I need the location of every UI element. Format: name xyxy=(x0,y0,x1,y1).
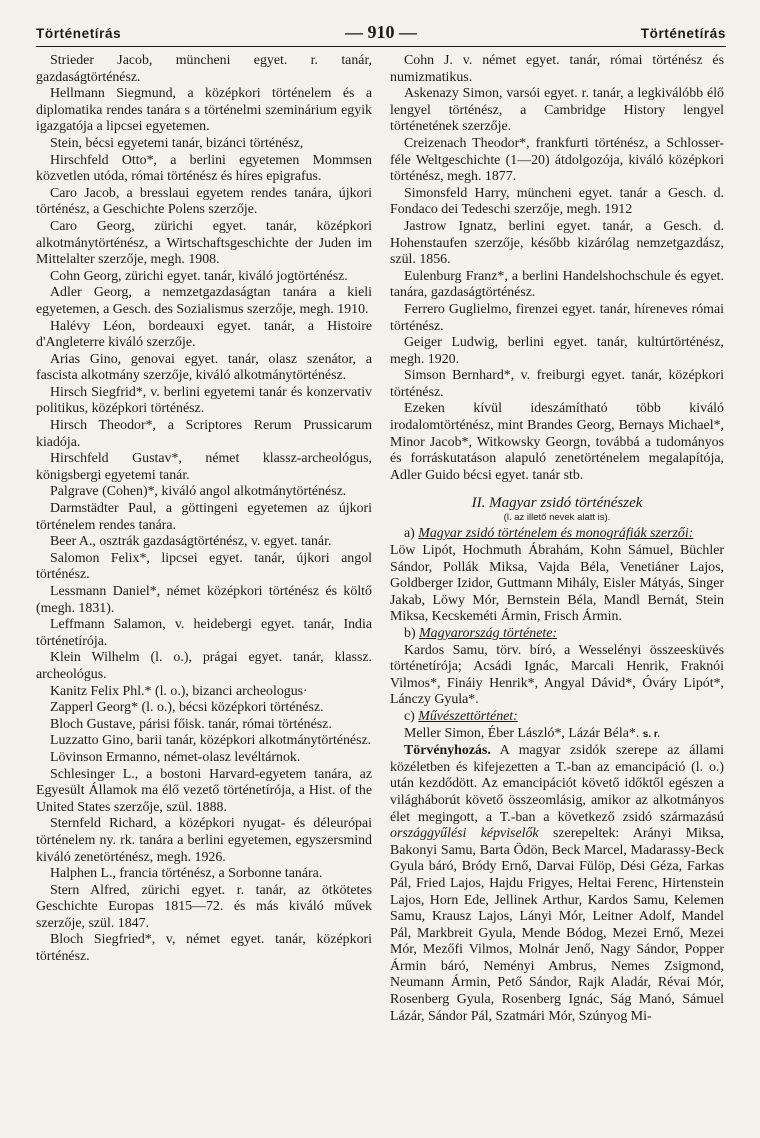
subsection-c-prefix: c) xyxy=(404,708,415,724)
entry-paragraph: Ezeken kívül ideszámítható több kiváló irodalomtörténész, mint Brandes Georg, Bernays Michael*, Minor Jacob*, Witkowsky Georgn, továbbá a tudományos és forráskutatáson alapuló zenetörténelem megalapítója, Adler Guido bécsi egyet. tanár stb. xyxy=(390,401,724,483)
entry-paragraph: Lövinson Ermanno, német-olasz levéltárnok. xyxy=(50,749,301,765)
subsection-a-list: Löw Lipót, Hochmuth Ábrahám, Kohn Sámuel, Büchler Sándor, Pollák Miksa, Vajda Béla, Venetiáner Lajos, Goldberger Izidor, Guttmann Mihály, Eisler Mátyás, Singer Jakab, Löwy Mór, Bernstein Béla, Mandl Bernát, Stein Miksa, Kecskeméti Ármin, Frisch Ármin. xyxy=(390,543,724,625)
running-head-left: Történetírás xyxy=(36,26,122,41)
entry-paragraph: Strieder Jacob, müncheni egyet. r. tanár, gazdaságtörténész. xyxy=(36,53,372,85)
subsection-b-heading xyxy=(390,626,724,643)
entry-paragraph: Hirsch Siegfrid*, v. berlini egyetemi tanár és konzervativ politikus, középkori történész. xyxy=(36,384,372,417)
section-note: (l. az illető nevek alatt is). xyxy=(503,512,611,524)
subsection-a-label: Magyar zsidó történelem és monográfiák szerzői: xyxy=(418,526,694,542)
subsection-b-label: Magyarország története: xyxy=(419,626,558,641)
entry-paragraph: Palgrave (Cohen)*, kiváló angol alkotmánytörténész. xyxy=(50,484,347,500)
running-head-right: Történetírás xyxy=(640,26,726,41)
entry-paragraph: Salomon Felix*, lipcsei egyet. tanár, újkori angol történész. xyxy=(36,550,372,583)
entry-paragraph: Schlesinger L., a bostoni Harvard-egyetem tanára, az Egyesült Államok ma élő vezető történetírója, a Hist. of the United States szerzője, szül. 1888. xyxy=(36,766,372,815)
subsection-a-prefix: a) xyxy=(404,526,415,542)
right-entries xyxy=(390,53,724,484)
left-column xyxy=(36,53,372,966)
entry-paragraph: Leffmann Salamon, v. heidebergi egyet. tanár, India történetírója. xyxy=(36,617,372,649)
entry-paragraph: Cohn J. v. német egyet. tanár, római történész és numizmatikus. xyxy=(390,53,724,85)
entry-paragraph: Creizenach Theodor*, frankfurti történész, a Schlosser-féle Weltgeschichte (1—20) átdolgozója, kiváló középkori történész, megh. 1877. xyxy=(390,135,724,185)
subsection-c-list xyxy=(390,726,724,744)
entry-paragraph: Bloch Gustave, párisi főisk. tanár, római történész. xyxy=(50,716,332,732)
entry-paragraph: Ferrero Guglielmo, firenzei egyet. tanár, híreneves római történész. xyxy=(390,301,724,334)
legislation-text-2: szerepeltek: Arányi Miksa, Bakonyi Samu, Barta Ödön, Beck Marcel, Madarassy-Beck Gyula báró, Bródy Ernő, Darvai Fülöp, Dési Géza, Farkas Pál, Fried Lajos, Hajdu Frigyes, Heltai Ferenc, Hirtenstein Lajos, Horn Ede, Jellinek Arthur, Kardos Samu, Kelemen Samu, Krausz Lajos, Lányi Mór, Leitner Adolf, Mandel Pál, Markbreit Gyula, Mende Bódog, Mezei Ernő, Mezei Mór, Mezőfi Vilmos, Molnár Jenő, Nagy Sándor, Popper Ármin báró, Neményi Ambrus, Nemes Zsigmond, Neumann Ármin, Pető Sándor, Rajk Aladár, Révai Mór, Rosenberg Gyula, Rosenberg Ignác, Ság Manó, Sámuel Lázár, Sándor Pál, Szatmári Mór, Szúnyog Mi- xyxy=(390,826,724,1024)
subsection-b-list: Kardos Samu, törv. bíró, a Wesselényi összeesküvés történetírója; Acsádi Ignác, Marcali Henrik, Fraknói Vilmos*, Fináiy Henrik*, Angyal Dávid*, Óváry Lipót*, Lánczy Gyula*. xyxy=(390,642,724,708)
entry-paragraph: Askenazy Simon, varsói egyet. r. tanár, a legkiválóbb élő lengyel történész, a Cambridge History lengyel történetének szerzője. xyxy=(390,86,724,135)
entry-paragraph: Halphen L., francia történész, a Sorbonne tanára. xyxy=(50,866,323,882)
entry-paragraph: Stern Alfred, zürichi egyet. r. tanár, az ötkötetes Geschichte Europas 1815—72. és más kiváló művek szerzője, szül. 1847. xyxy=(36,882,372,931)
entry-paragraph: Hirschfeld Otto*, a berlini egyetemen Mommsen közvetlen utóda, római történész és híres epigrafus. xyxy=(36,152,372,185)
page-header xyxy=(36,22,726,46)
entry-paragraph: Beer A., osztrák gazdaságtörténész, v. egyet. tanár. xyxy=(50,534,332,550)
legislation-italic: országgyűlési képviselők xyxy=(390,826,539,842)
entry-paragraph: Simson Bernhard*, v. freiburgi egyet. tanár, középkori történész. xyxy=(390,368,724,400)
entry-paragraph: Eulenburg Franz*, a berlini Handelshochschule és egyet. tanára, gazdaságtörténész. xyxy=(390,268,724,301)
subsection-c-label: Művészettörténet: xyxy=(418,708,518,724)
page-number: — 910 — xyxy=(345,22,417,42)
entry-paragraph: Hirschfeld Gustav*, német klassz-archeológus, königsbergi egyetemi tanár. xyxy=(36,451,372,483)
section-title: II. Magyar zsidó történészek xyxy=(471,495,643,512)
legislation-title: Törvényhozás. xyxy=(404,743,491,759)
entry-paragraph: Cohn Georg, zürichi egyet. tanár, kiváló jogtörténész. xyxy=(50,268,348,284)
entry-paragraph: Darmstädter Paul, a göttingeni egyetemen az újkori történelem rendes tanára. xyxy=(36,501,372,533)
entry-paragraph: Simonsfeld Harry, müncheni egyet. tanár a Gesch. d. Fondaco dei Tedeschi szerzője, megh. 1912 xyxy=(390,185,724,218)
entry-paragraph: Klein Wilhelm (l. o.), prágai egyet. tanár, klassz. archeológus. xyxy=(36,650,372,682)
entry-paragraph: Kanitz Felix Phl.* (l. o.), bizanci archeologus· xyxy=(50,683,308,699)
entry-paragraph: Halévy Léon, bordeauxi egyet. tanár, a Histoire d'Angleterre kiváló szerzője. xyxy=(36,318,372,351)
entry-paragraph: Jastrow Ignatz, berlini egyet. tanár, a Gesch. d. Hohenstaufen szerzője, később kizárólag nemzetgazdász, szül. 1856. xyxy=(390,218,724,268)
entry-paragraph: Lessmann Daniel*, német középkori történész és költő (megh. 1831). xyxy=(36,584,372,616)
entry-paragraph: Sternfeld Richard, a középkori nyugat- és déleurópai történelem ny. rk. tanára a berlini egyetemen, egyszersmind kiváló zenetörténész, megh. 1926. xyxy=(36,816,372,865)
entry-paragraph: Bloch Siegfried*, v, német egyet. tanár, középkori történész. xyxy=(36,932,372,965)
header-rule xyxy=(36,46,726,47)
legislation-text-1: A magyar zsidók szerepe az állami közéletben és kifejezetten a T.-ban az emancipáció (l. o.) után kezdődött. Az emancipációt követő időktől egészen a világháborút követő összeomlásig, amikor az alkotmányos élet megingott, a T.-ban a következő zsidó származású xyxy=(390,743,724,825)
subsection-b-prefix: b) xyxy=(404,626,416,641)
entry-paragraph: Caro Jacob, a bresslaui egyetem rendes tanára, újkori történész, a Geschichte Polens szerzője. xyxy=(36,185,372,218)
entry-paragraph: Zapperl Georg* (l. o.), bécsi középkori történész. xyxy=(50,700,324,716)
entry-paragraph: Hirsch Theodor*, a Scriptores Rerum Prussicarum kiadója. xyxy=(36,418,372,450)
entry-paragraph: Arias Gino, genovai egyet. tanár, olasz szenátor, a fascista alkotmány szerzője, kiváló alkotmánytörténész. xyxy=(36,351,372,384)
entry-paragraph: Geiger Ludwig, berlini egyet. tanár, kultúrtörténész, megh. 1920. xyxy=(390,335,724,367)
entry-paragraph: Hellmann Siegmund, a középkori történelem és a diplomatika rendes tanára s a történelmi szeminárium egyik igazgatója a lipcsei egyetemen. xyxy=(36,86,372,135)
subsection-c-heading xyxy=(390,709,724,726)
author-signature: s. r. xyxy=(642,728,661,740)
entry-paragraph: Adler Georg, a nemzetgazdaságtan tanára a kieli egyetemen, a Gesch. des Sozialismus szerzője, megh. 1910. xyxy=(36,285,372,317)
subsection-c-names: Meller Simon, Éber László*, Lázár Béla*. xyxy=(404,725,640,741)
entry-paragraph: Caro Georg, zürichi egyet. tanár, középkori alkotmánytörténész, a Wirtschaftsgeschichte der Juden im Mittelalter szerzője, megh. 1908. xyxy=(36,218,372,268)
entry-paragraph: Stein, bécsi egyetemi tanár, bizánci történész, xyxy=(50,135,304,151)
right-column xyxy=(390,53,724,1025)
entry-paragraph: Luzzatto Gino, barii tanár, középkori alkotmánytörténész. xyxy=(50,733,372,749)
legislation-paragraph xyxy=(390,743,724,1025)
subsection-a-heading xyxy=(390,526,724,543)
